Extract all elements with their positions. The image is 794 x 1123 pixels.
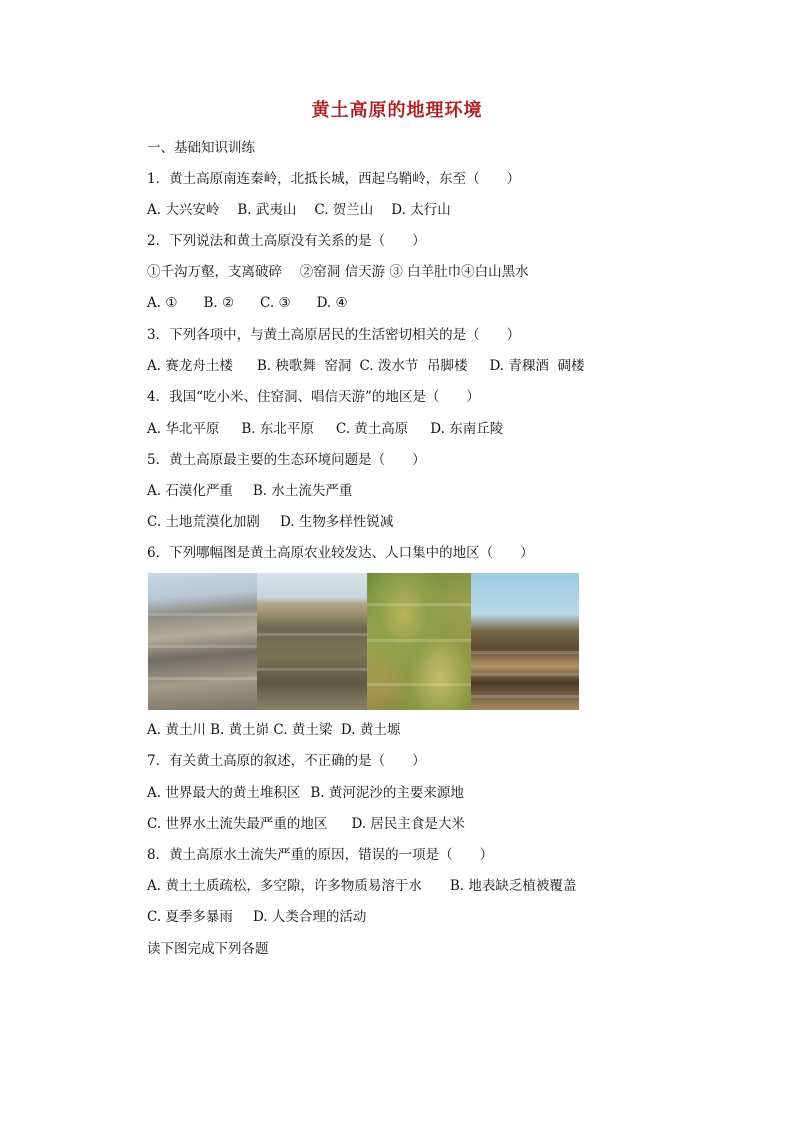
q7-option-c: C. 世界水土流失最严重的地区 (147, 816, 328, 832)
q3-option-a: A. 赛龙舟土楼 (147, 358, 233, 374)
section-heading: 一、基础知识训练 (147, 140, 255, 156)
photo-loess-yuan (471, 573, 579, 710)
q1-option-c: C. 贺兰山 (314, 202, 374, 218)
q5-option-d: D. 生物多样性锐减 (279, 514, 394, 530)
q4-options (147, 420, 521, 438)
q1-options (147, 201, 469, 219)
photo-loess-chuan (148, 573, 257, 710)
reading-instruction: 读下图完成下列各题 (147, 941, 269, 957)
q8-options-row2 (147, 908, 384, 926)
q4-option-a: A. 华北平原 (147, 421, 220, 437)
loess-landform-photos (148, 573, 579, 710)
q2-options (147, 294, 366, 312)
q2-option-c: C. ③ (260, 295, 291, 311)
q1-option-a: A. 大兴安岭 (147, 202, 220, 218)
q8-options-row1 (147, 877, 594, 895)
q5-option-c: C. 土地荒漠化加剧 (147, 514, 260, 530)
q4-option-d: D. 东南丘陵 (430, 421, 504, 437)
q5-stem: 5．黄土高原最主要的生态环境问题是（ ） (147, 452, 426, 468)
q3-options (147, 357, 602, 375)
page-title: 黄土高原的地理环境 (311, 100, 483, 121)
q8-option-d: D. 人类合理的活动 (252, 909, 367, 925)
q4-stem: 4．我国“吃小米、住窑洞、唱信天游”的地区是（ ） (147, 389, 480, 405)
q7-options-row2 (147, 815, 483, 833)
q2-items: ①千沟万壑，支离破碎 ②窑洞 信天游 ③ 白羊肚巾④白山黑水 (147, 264, 529, 280)
q5-options-row1 (147, 482, 370, 500)
q7-option-d: D. 居民主食是大米 (351, 816, 465, 832)
q4-option-b: B. 东北平原 (241, 421, 314, 437)
q5-option-b: B. 水土流失严重 (252, 483, 353, 499)
q8-option-a: A. 黄土土质疏松，多空隙，许多物质易溶于水 (147, 878, 422, 894)
q8-option-b: B. 地表缺乏植被覆盖 (449, 878, 577, 894)
q3-option-b: B. 秧歌舞 窑洞 (256, 358, 352, 374)
q1-option-d: D. 太行山 (391, 202, 451, 218)
q5-options-row2 (147, 513, 411, 531)
photo-loess-mao (257, 573, 367, 710)
q2-stem: 2．下列说法和黄土高原没有关系的是（ ） (147, 233, 426, 249)
q7-options-row1 (147, 784, 482, 802)
q5-option-a: A. 石漠化严重 (147, 483, 233, 499)
q7-option-b: B. 黄河泥沙的主要来源地 (310, 785, 464, 801)
q6-options: A. 黄土川 B. 黄土峁 C. 黄土梁 D. 黄土塬 (147, 722, 401, 738)
q1-stem: 1．黄土高原南连秦岭，北抵长城，西起乌鞘岭，东至（ ） (147, 171, 521, 187)
q3-option-c: C. 泼水节 吊脚楼 (359, 358, 468, 374)
q7-option-a: A. 世界最大的黄土堆积区 (147, 785, 301, 801)
q7-stem: 7．有关黄土高原的叙述，不正确的是（ ） (147, 753, 426, 769)
photo-loess-liang (367, 573, 471, 710)
q2-option-d: D. ④ (316, 295, 348, 311)
q8-option-c: C. 夏季多暴雨 (147, 909, 233, 925)
q6-stem: 6．下列哪幅图是黄土高原农业较发达、人口集中的地区（ ） (147, 545, 534, 561)
q1-option-b: B. 武夷山 (237, 202, 297, 218)
q2-option-b: B. ② (203, 295, 235, 311)
q3-stem: 3．下列各项中，与黄土高原居民的生活密切相关的是（ ） (147, 327, 521, 343)
q8-stem: 8．黄土高原水土流失严重的原因，错误的一项是（ ） (147, 847, 494, 863)
q2-option-a: A. ① (147, 295, 178, 311)
q3-option-d: D. 青稞酒 碉楼 (489, 358, 585, 374)
q4-option-c: C. 黄土高原 (335, 421, 409, 437)
